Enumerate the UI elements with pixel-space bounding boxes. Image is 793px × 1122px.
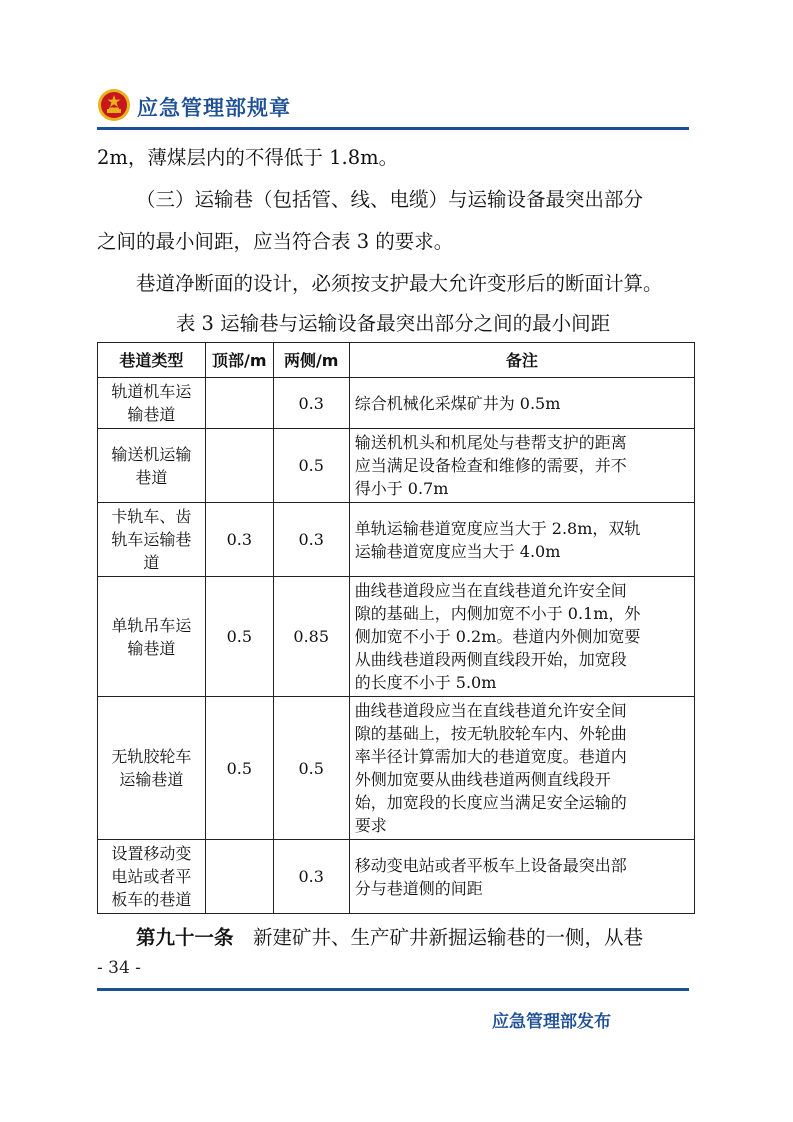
remark-cell [349,429,694,503]
table-caption: 表 3 运输巷与运输设备最突出部分之间的最小间距 [175,312,611,335]
roadway-type-cell [98,378,206,429]
table-row [98,429,695,503]
remark-line: 单轨运输巷道宽度应当大于 2.8m，双轨 [354,518,641,538]
table-row [98,840,695,914]
paragraph-item-3-line1: （三）运输巷（包括管、线、电缆）与运输设备最突出部分 [136,188,644,211]
type-line: 运输巷道 [119,770,184,789]
top-clearance-cell: 0.3 [205,503,273,577]
side-clearance-cell: 0.5 [273,697,349,840]
top-clearance-cell [205,429,273,503]
remark-line: 运输巷道宽度应当大于 4.0m [354,541,561,561]
roadway-type-cell [98,503,206,577]
roadway-type-cell [98,577,206,697]
table-row [98,697,695,840]
clearance-table [97,342,695,914]
footer-publisher: 应急管理部发布 [492,1012,611,1032]
article-text: 新建矿井、生产矿井新掘运输巷的一侧，从巷 [253,926,644,949]
type-line: 道 [143,553,160,572]
remark-line: 应当满足设备检查和维修的需要，并不 [354,456,627,475]
remark-cell [349,378,694,429]
type-line: 输巷道 [127,405,176,424]
roadway-type-cell [98,429,206,503]
type-line: 输送机运输 [111,444,192,464]
side-clearance-cell: 0.85 [273,577,349,697]
header-title: 应急管理部规章 [137,96,291,120]
remark-line: 从曲线巷道段两侧直线段开始，加宽段 [354,650,627,669]
table-row [98,378,695,429]
type-line: 设置移动变 [111,844,192,863]
paragraph-section-design: 巷道净断面的设计，必须按支护最大允许变形后的断面计算。 [136,272,663,295]
remark-line: 始，加宽段的长度应当满足安全运输的 [354,793,627,812]
article-heading: 第九十一条 [136,926,234,949]
type-line: 轨道机车运 [111,382,192,401]
type-line: 单轨吊车运 [111,615,192,635]
footer-divider [97,988,689,991]
paragraph-item-3-line2: 之间的最小间距，应当符合表 3 的要求。 [97,230,454,253]
remark-line: 外侧加宽要从曲线巷道两侧直线段开 [354,770,611,789]
header-remarks: 备注 [349,343,694,378]
top-clearance-cell: 0.5 [205,577,273,697]
table-row [98,503,695,577]
remark-line: 隙的基础上，按无轨胶轮车内、外轮曲 [354,724,627,743]
table-header-row [98,343,695,378]
roadway-type-cell [98,840,206,914]
paragraph-continuation: 2m，薄煤层内的不得低于 1.8m。 [97,146,399,169]
remark-line: 曲线巷道段应当在直线巷道允许安全间 [354,701,627,720]
side-clearance-cell: 0.5 [273,429,349,503]
page-number: - 34 - [97,958,141,978]
remark-cell [349,577,694,697]
remark-line: 侧加宽不小于 0.2m。巷道内外侧加宽要 [354,627,641,646]
article-91-paragraph [97,922,689,954]
type-line: 板车的巷道 [111,890,192,909]
remark-line: 要求 [354,816,387,835]
remark-line: 率半径计算需加大的巷道宽度。巷道内 [354,747,627,766]
remark-line: 得小于 0.7m [354,479,449,498]
type-line: 输巷道 [127,638,176,658]
page-header [97,84,689,130]
side-clearance-cell: 0.3 [273,378,349,429]
remark-cell [349,697,694,840]
type-line: 无轨胶轮车 [111,747,192,766]
header-divider [97,127,689,130]
header-roadway-type: 巷道类型 [98,343,206,378]
roadway-type-cell [98,697,206,840]
remark-line: 曲线巷道段应当在直线巷道允许安全间 [354,581,627,600]
top-clearance-cell: 0.5 [205,697,273,840]
remark-line: 移动变电站或者平板车上设备最突出部 [354,855,627,875]
type-line: 电站或者平 [111,867,192,886]
remark-line: 输送机机头和机尾处与巷帮支护的距离 [354,433,627,452]
remark-line: 隙的基础上，内侧加宽不小于 0.1m，外 [354,604,641,623]
top-clearance-cell [205,840,273,914]
side-clearance-cell: 0.3 [273,503,349,577]
type-line: 巷道 [135,467,168,487]
type-line: 卡轨车、齿 [111,507,192,526]
remark-line: 综合机械化采煤矿井为 0.5m [354,393,561,413]
type-line: 轨车运输巷 [111,530,192,549]
table-row [98,577,695,697]
remark-cell [349,840,694,914]
header-top: 顶部/m [205,343,273,378]
remark-line: 的长度不小于 5.0m [354,673,497,692]
national-emblem-icon [97,88,131,122]
remark-line: 分与巷道侧的间距 [354,878,483,898]
header-sides: 两侧/m [273,343,349,378]
side-clearance-cell: 0.3 [273,840,349,914]
top-clearance-cell [205,378,273,429]
remark-cell [349,503,694,577]
